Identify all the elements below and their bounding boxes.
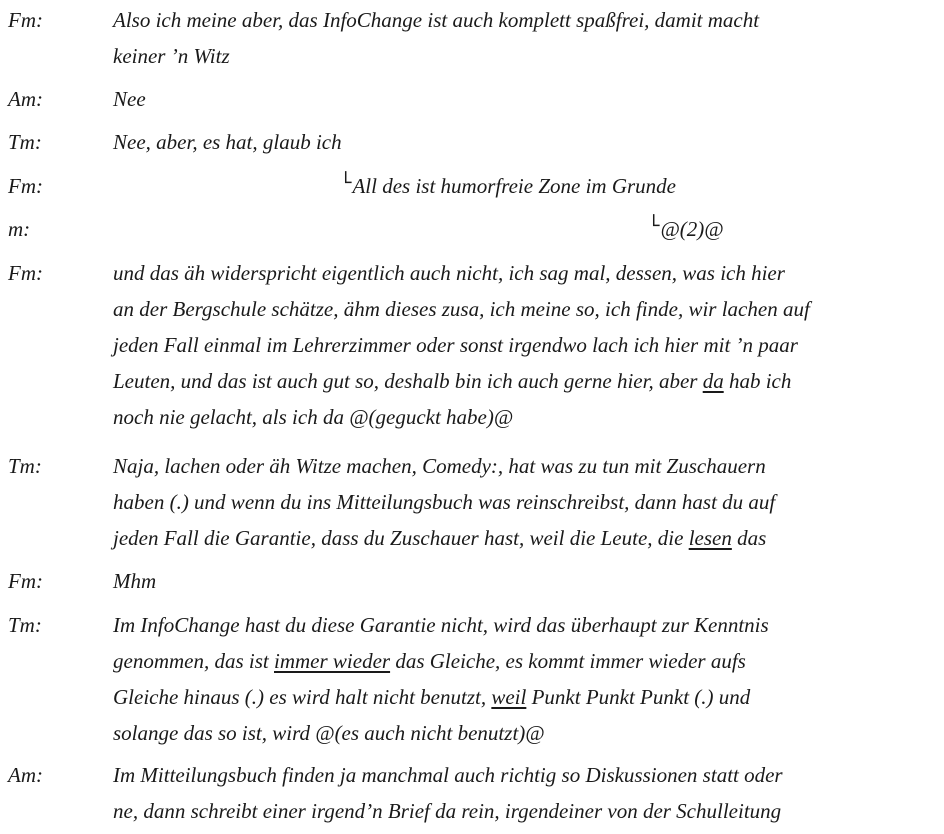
- utterance-text: All des ist humorfreie Zone im Grunde: [352, 174, 676, 198]
- utterance-line: an der Bergschule schätze, ähm dieses zusa, ich meine so, ich finde, wir lachen auf: [113, 297, 810, 321]
- utterance-line: jeden Fall einmal im Lehrerzimmer oder sonst irgendwo lach ich hier mit ’n paar: [113, 333, 798, 357]
- utterance: [113, 757, 935, 829]
- speaker-label: m:: [8, 217, 31, 241]
- utterance-line: solange das so ist, wird @(es auch nicht benutzt)@: [113, 721, 545, 745]
- utterance-text: jeden Fall die Garantie, dass du Zuschauer hast, weil die Leute, die: [113, 526, 689, 550]
- utterance-line: Also ich meine aber, das InfoChange ist auch komplett spaßfrei, damit macht: [113, 8, 760, 32]
- utterance-line: [648, 211, 935, 247]
- utterance: [113, 2, 935, 74]
- utterance: [113, 124, 935, 160]
- utterance: [648, 211, 935, 247]
- emphasis-underline: da: [702, 369, 724, 393]
- speaker-label: Fm:: [8, 261, 43, 285]
- utterance: [340, 168, 935, 204]
- utterance-text: hab ich: [723, 369, 792, 393]
- emphasis-underline: immer wieder: [274, 649, 391, 673]
- utterance-text: Gleiche hinaus (.) es wird halt nicht benutzt,: [113, 685, 492, 709]
- utterance-line: [113, 520, 935, 556]
- emphasis-underline: lesen: [688, 526, 732, 550]
- utterance-line: [113, 363, 935, 399]
- utterance-line: und das äh widerspricht eigentlich auch nicht, ich sag mal, dessen, was ich hier: [113, 261, 785, 285]
- utterance-text: das: [731, 526, 767, 550]
- utterance-text: genommen, das ist: [113, 649, 274, 673]
- speaker-label: Fm:: [8, 569, 43, 593]
- speaker-label: Fm:: [8, 8, 43, 32]
- emphasis-underline: weil: [491, 685, 527, 709]
- utterance-line: [113, 643, 935, 679]
- utterance-line: ne, dann schreibt einer irgend’n Brief da rein, irgendeiner von der Schulleitung: [113, 799, 782, 823]
- speaker-label: Tm:: [8, 454, 42, 478]
- speaker-label: Tm:: [8, 613, 42, 637]
- utterance-line: Im InfoChange hast du diese Garantie nicht, wird das überhaupt zur Kenntnis: [113, 613, 769, 637]
- speaker-label: Tm:: [8, 130, 42, 154]
- speaker-label: Am:: [8, 87, 43, 111]
- utterance-text: das Gleiche, es kommt immer wieder aufs: [390, 649, 746, 673]
- utterance: [113, 81, 935, 117]
- utterance-line: Nee, aber, es hat, glaub ich: [113, 130, 342, 154]
- utterance: [113, 255, 935, 435]
- utterance-line: [340, 168, 935, 204]
- utterance-line: [113, 679, 935, 715]
- utterance-line: Im Mitteilungsbuch finden ja manchmal auch richtig so Diskussionen statt oder: [113, 763, 783, 787]
- utterance: [113, 607, 935, 751]
- utterance: [113, 448, 935, 556]
- utterance: [113, 563, 935, 599]
- utterance-line: Nee: [113, 87, 146, 111]
- utterance-line: haben (.) und wenn du ins Mitteilungsbuch was reinschreibst, dann hast du auf: [113, 490, 776, 514]
- utterance-text: Leuten, und das ist auch gut so, deshalb bin ich auch gerne hier, aber: [113, 369, 703, 393]
- utterance-line: Mhm: [113, 569, 157, 593]
- speaker-label: Am:: [8, 763, 43, 787]
- overlap-marker: └: [648, 215, 660, 237]
- utterance-line: Naja, lachen oder äh Witze machen, Comedy:, hat was zu tun mit Zuschauern: [113, 454, 766, 478]
- utterance-line: keiner ’n Witz: [113, 44, 230, 68]
- utterance-text: @(2)@: [660, 217, 724, 241]
- utterance-line: noch nie gelacht, als ich da @(geguckt habe)@: [113, 405, 514, 429]
- speaker-label: Fm:: [8, 174, 43, 198]
- utterance-text: Punkt Punkt Punkt (.) und: [526, 685, 751, 709]
- overlap-marker: └: [340, 172, 352, 194]
